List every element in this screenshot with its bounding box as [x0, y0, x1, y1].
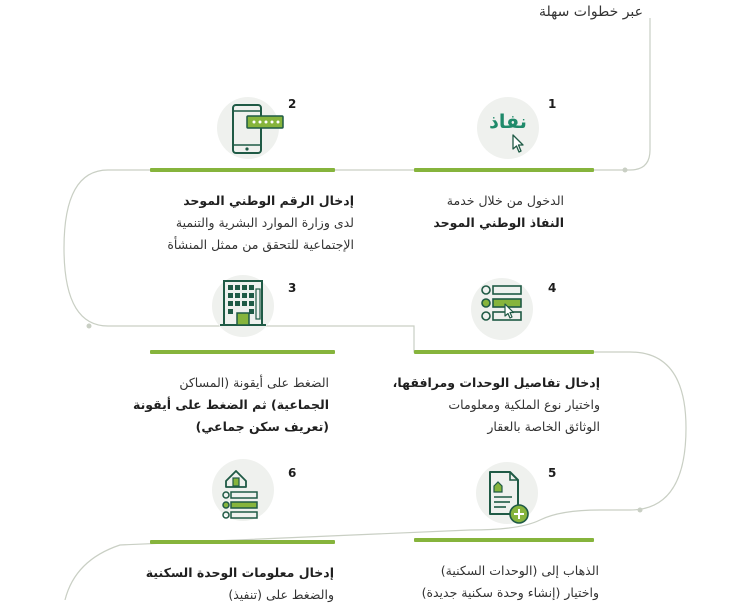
house-form-icon — [212, 459, 274, 525]
step-1-description — [433, 190, 564, 234]
step-6-line-1: إدخال معلومات الوحدة السكنية — [145, 565, 334, 580]
step-4-line-2: واختيار نوع الملكية ومعلومات — [448, 397, 600, 412]
building-icon — [212, 275, 274, 337]
step-3-line-3: (تعريف سكن جماعي) — [195, 419, 329, 434]
step-4-line-3: الوثائق الخاصة بالعقار — [487, 419, 600, 434]
step-6-bar — [150, 540, 335, 544]
step-5-number: 5 — [548, 466, 557, 480]
step-5-bar — [414, 538, 594, 542]
header-subtitle: عبر خطوات سهلة — [539, 4, 643, 20]
step-3-line-2: الجماعية) ثم الضغط على أيقونة — [132, 397, 329, 412]
nafath-logo-icon: نفاذ — [477, 97, 539, 159]
step-3-number: 3 — [288, 281, 297, 295]
step-4-bar — [414, 350, 594, 354]
step-3-description — [133, 372, 329, 438]
step-2-line-3: الإجتماعية للتحقق من ممثل المنشأة — [167, 237, 354, 252]
document-add-icon — [476, 462, 538, 528]
mobile-password-icon — [217, 97, 287, 159]
step-5-line-2: واختيار (إنشاء وحدة سكنية جديدة) — [421, 585, 599, 600]
step-6-description — [146, 562, 334, 606]
step-5-description — [422, 560, 599, 604]
step-1-line-2: النفاذ الوطني الموحد — [433, 215, 564, 230]
step-3-bar — [150, 350, 335, 354]
form-list-icon — [471, 278, 533, 340]
step-5-line-1: الذهاب إلى (الوحدات السكنية) — [440, 563, 599, 578]
step-4-line-1: إدخال تفاصيل الوحدات ومرافقها، — [392, 375, 600, 390]
step-1-number: 1 — [548, 97, 557, 111]
step-4-description — [393, 372, 600, 438]
step-1-line-1: الدخول من خلال خدمة — [446, 193, 564, 208]
step-4-number: 4 — [548, 281, 557, 295]
step-2-bar — [150, 168, 335, 172]
step-2-description — [167, 190, 354, 256]
step-2-line-1: إدخال الرقم الوطني الموحد — [183, 193, 354, 208]
step-3-line-1: الضغط على أيقونة (المساكن — [179, 375, 329, 390]
step-2-line-2: لدى وزارة الموارد البشرية والتنمية — [175, 215, 354, 230]
step-1-bar — [414, 168, 594, 172]
step-2-number: 2 — [288, 97, 297, 111]
step-6-number: 6 — [288, 466, 297, 480]
step-6-line-2: والضغط على (تنفيذ) — [228, 587, 334, 602]
